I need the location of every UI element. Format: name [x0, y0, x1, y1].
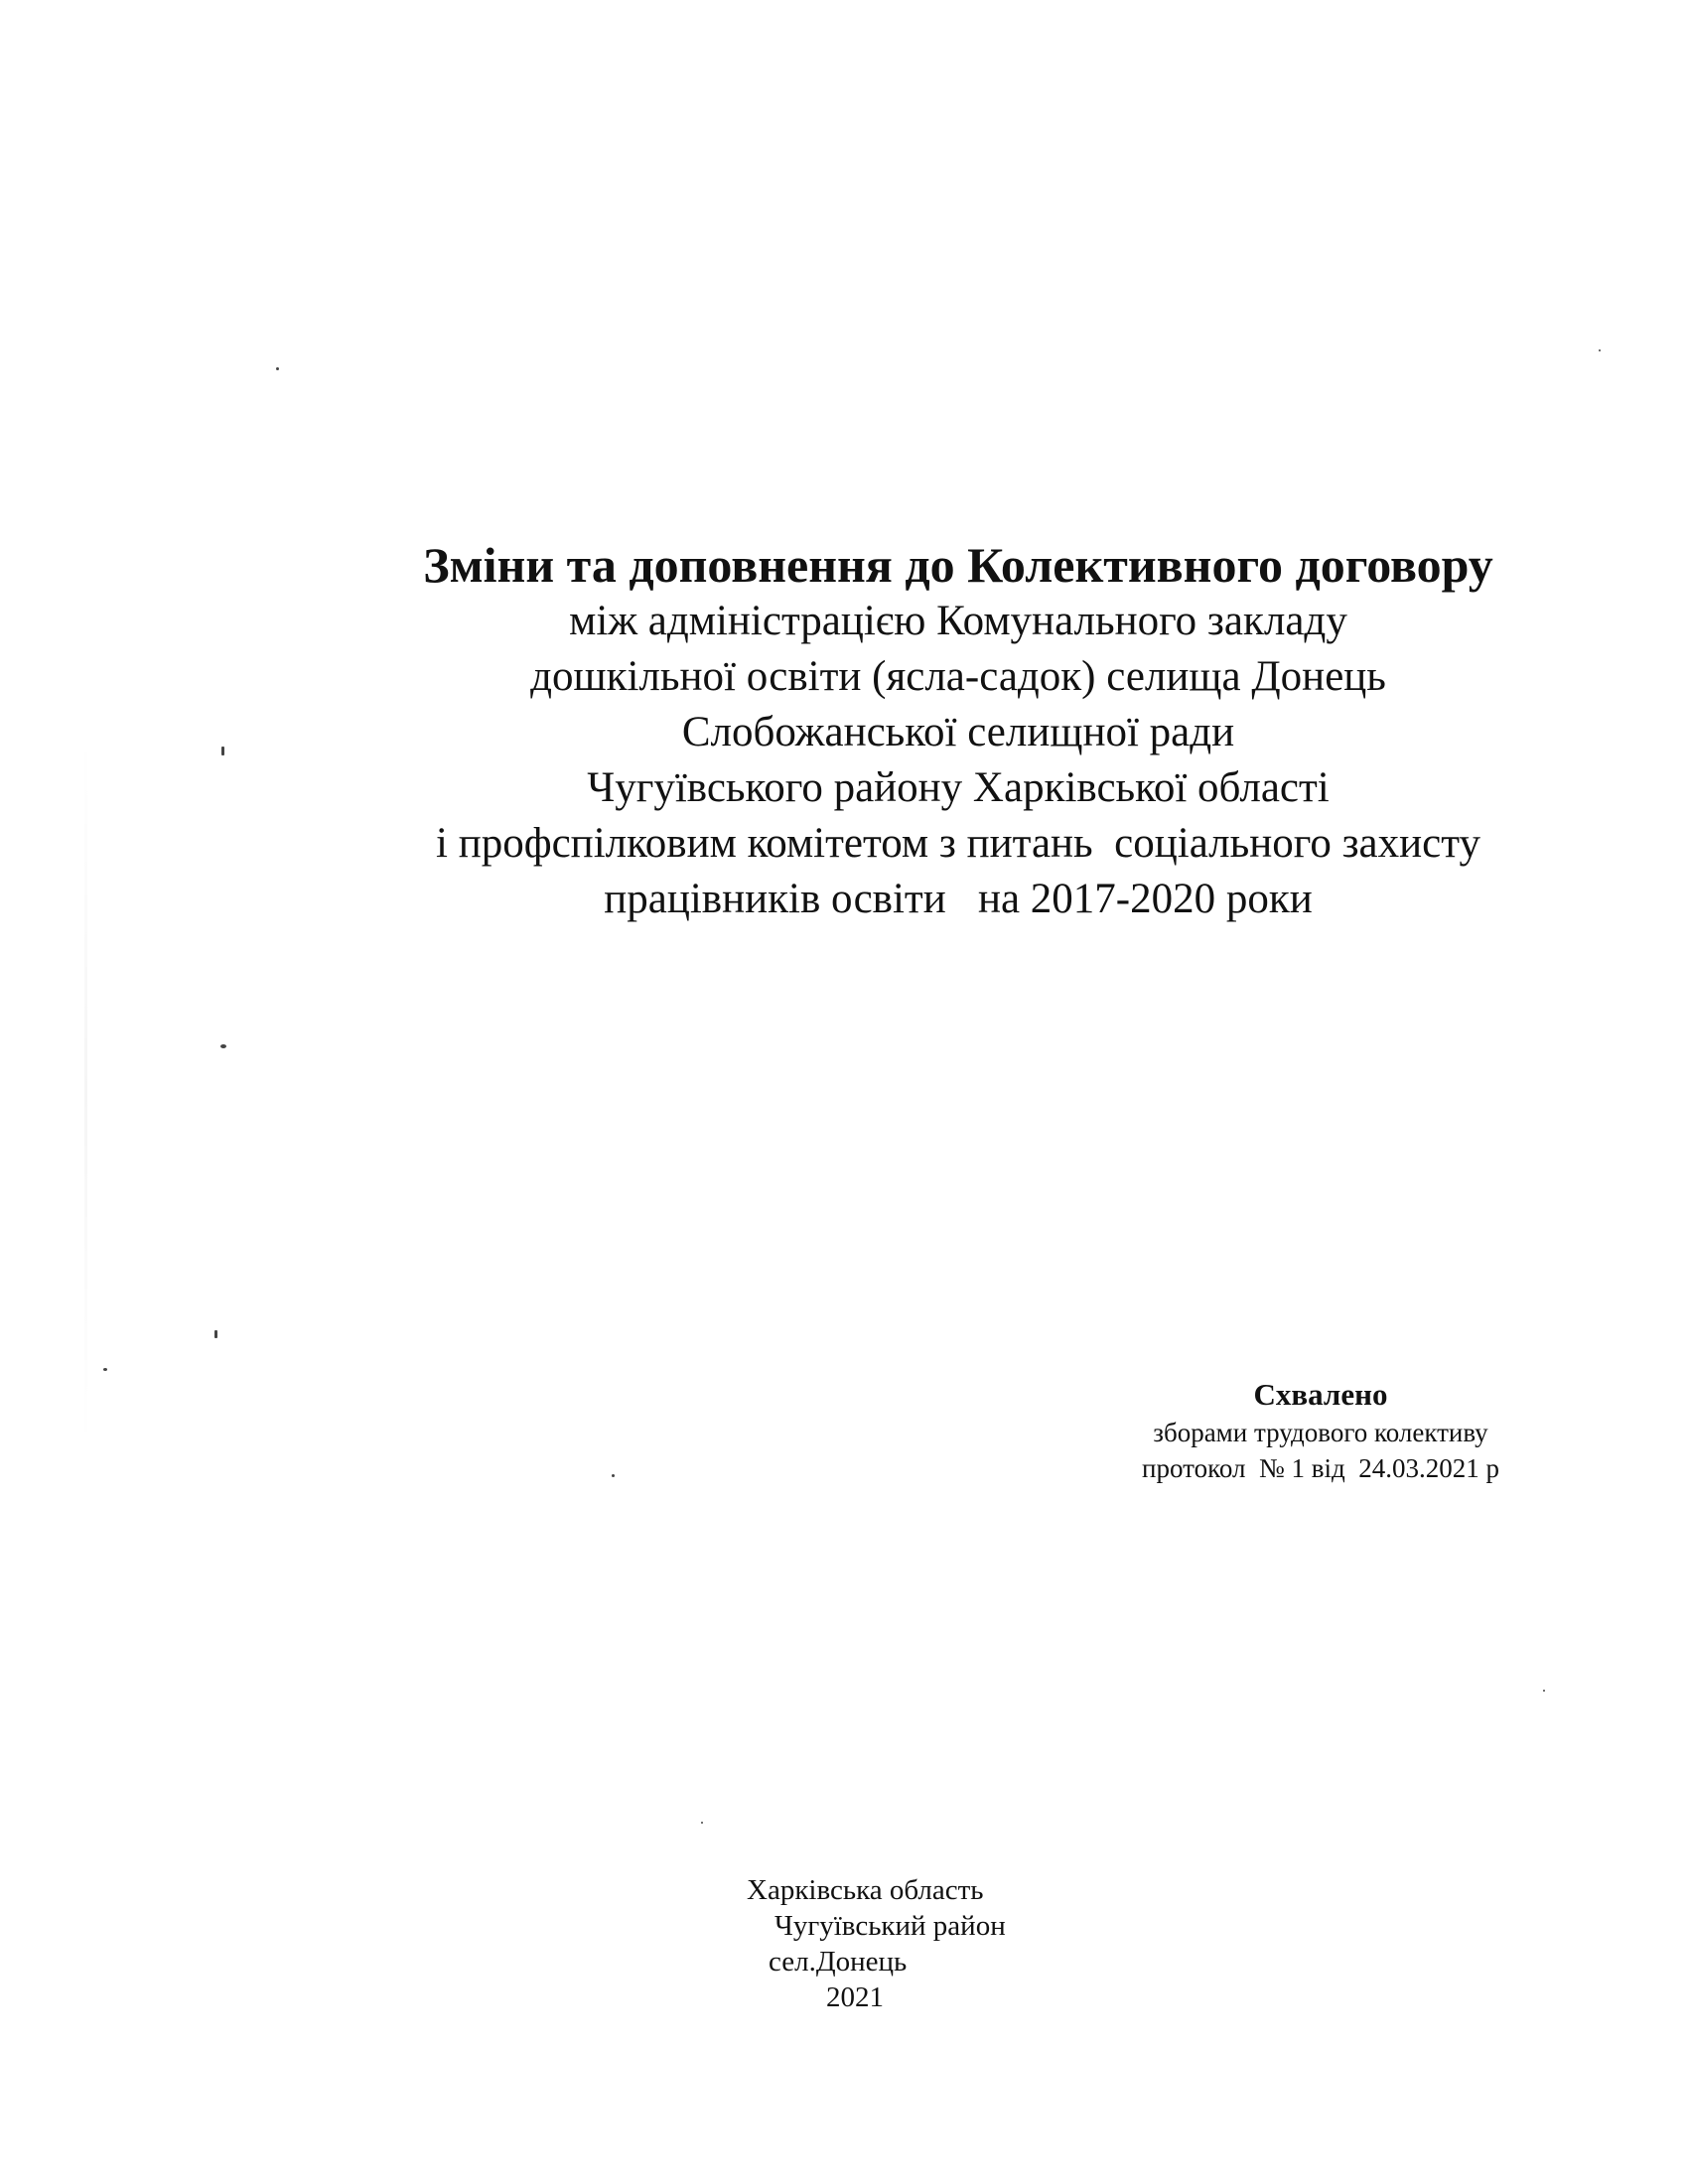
scan-shadow: [84, 735, 87, 1449]
title-line-1: між адміністрацією Комунального закладу: [569, 598, 1347, 644]
approval-block: [993, 1375, 1648, 1486]
title-line-3: Слобожанської селищної ради: [681, 709, 1235, 755]
scan-speck: [220, 1044, 226, 1048]
scan-speck: [612, 1474, 615, 1477]
approval-line-1: зборами трудового колективу: [1153, 1418, 1488, 1447]
footer-district: Чугуївський район: [774, 1910, 1006, 1942]
footer-village: сел.Донець: [769, 1946, 908, 1978]
scan-speck: [103, 1368, 107, 1371]
scan-speck: [221, 747, 224, 755]
title-line-2: дошкільної освіти (ясла-садок) селища Донець: [530, 653, 1386, 700]
scan-speck: [214, 1330, 217, 1338]
scan-speck: [1543, 1690, 1545, 1692]
approval-heading: Схвалено: [1253, 1377, 1388, 1412]
footer-year: 2021: [826, 1981, 884, 2013]
title-line-4: Чугуївського району Харківської області: [587, 764, 1330, 811]
title-block: [357, 536, 1559, 927]
scan-speck: [701, 1822, 703, 1824]
scan-speck: [276, 367, 279, 370]
title-line-5: і профспілковим комітетом з питань соціального захисту: [436, 820, 1480, 867]
document-title: Зміни та доповнення до Колективного договору: [423, 537, 1493, 593]
title-line-6: працівників освіти на 2017-2020 роки: [604, 876, 1313, 922]
footer-region: Харківська область: [747, 1874, 984, 1906]
scan-speck: [1599, 349, 1601, 351]
approval-line-2: протокол № 1 від 24.03.2021 р: [1142, 1453, 1499, 1483]
